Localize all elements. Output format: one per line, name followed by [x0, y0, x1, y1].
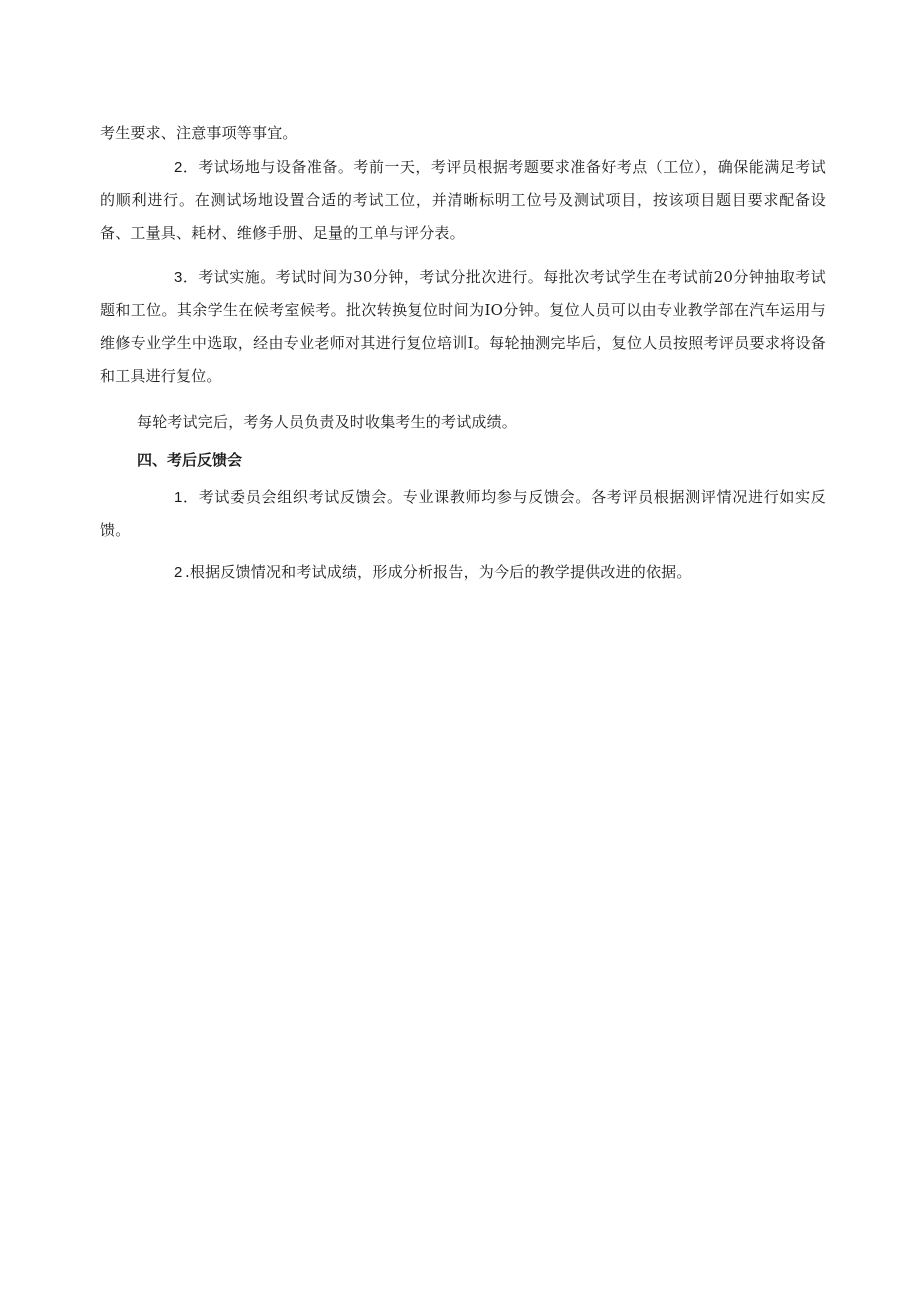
item-number: 2 — [174, 159, 183, 176]
item-number: 2 — [174, 564, 183, 581]
item-number: 3 — [174, 269, 183, 286]
section-heading-feedback: 四、考后反馈会 — [137, 451, 243, 469]
paragraph-text: ．考试场地与设备准备。考前一天，考评员根据考题要求准备好考点（工位），确保能满足考试的顺利进行。在测试场地设置合适的考试工位，并清晰标明工位号及测试项目，按该项目题目要求配备设备、工量具、耗材、维修手册、足量的工单与评分表。 — [100, 158, 826, 242]
paragraph-venue-equipment — [100, 151, 826, 250]
paragraph-exam-requirements-tail — [100, 117, 826, 150]
paragraph-exam-implementation — [100, 261, 826, 393]
paragraph-text: ．考试实施。考试时间为30分钟，考试分批次进行。每批次考试学生在考试前20分钟抽取考试题和工位。其余学生在候考室候考。批次转换复位时间为IO分钟。复位人员可以由专业教学部在汽车运用与维修专业学生中选取，经由专业老师对其进行复位培训I。每轮抽测完毕后，复位人员按照考评员要求将设备和工具进行复位。 — [100, 268, 826, 385]
paragraph-analysis-report — [100, 556, 826, 589]
paragraph-text: 每轮考试完后，考务人员负责及时收集考生的考试成绩。 — [137, 413, 518, 431]
item-number: 1 — [174, 489, 183, 506]
paragraph-text: ．考试委员会组织考试反馈会。专业课教师均参与反馈会。各考评员根据测评情况进行如实反馈。 — [100, 488, 826, 539]
paragraph-text: .根据反馈情况和考试成绩，形成分析报告，为今后的教学提供改进的依据。 — [185, 563, 692, 581]
paragraph-score-collection — [100, 406, 826, 439]
paragraph-text: 考生要求、注意事项等事宜。 — [100, 124, 298, 142]
paragraph-feedback-meeting — [100, 481, 826, 547]
